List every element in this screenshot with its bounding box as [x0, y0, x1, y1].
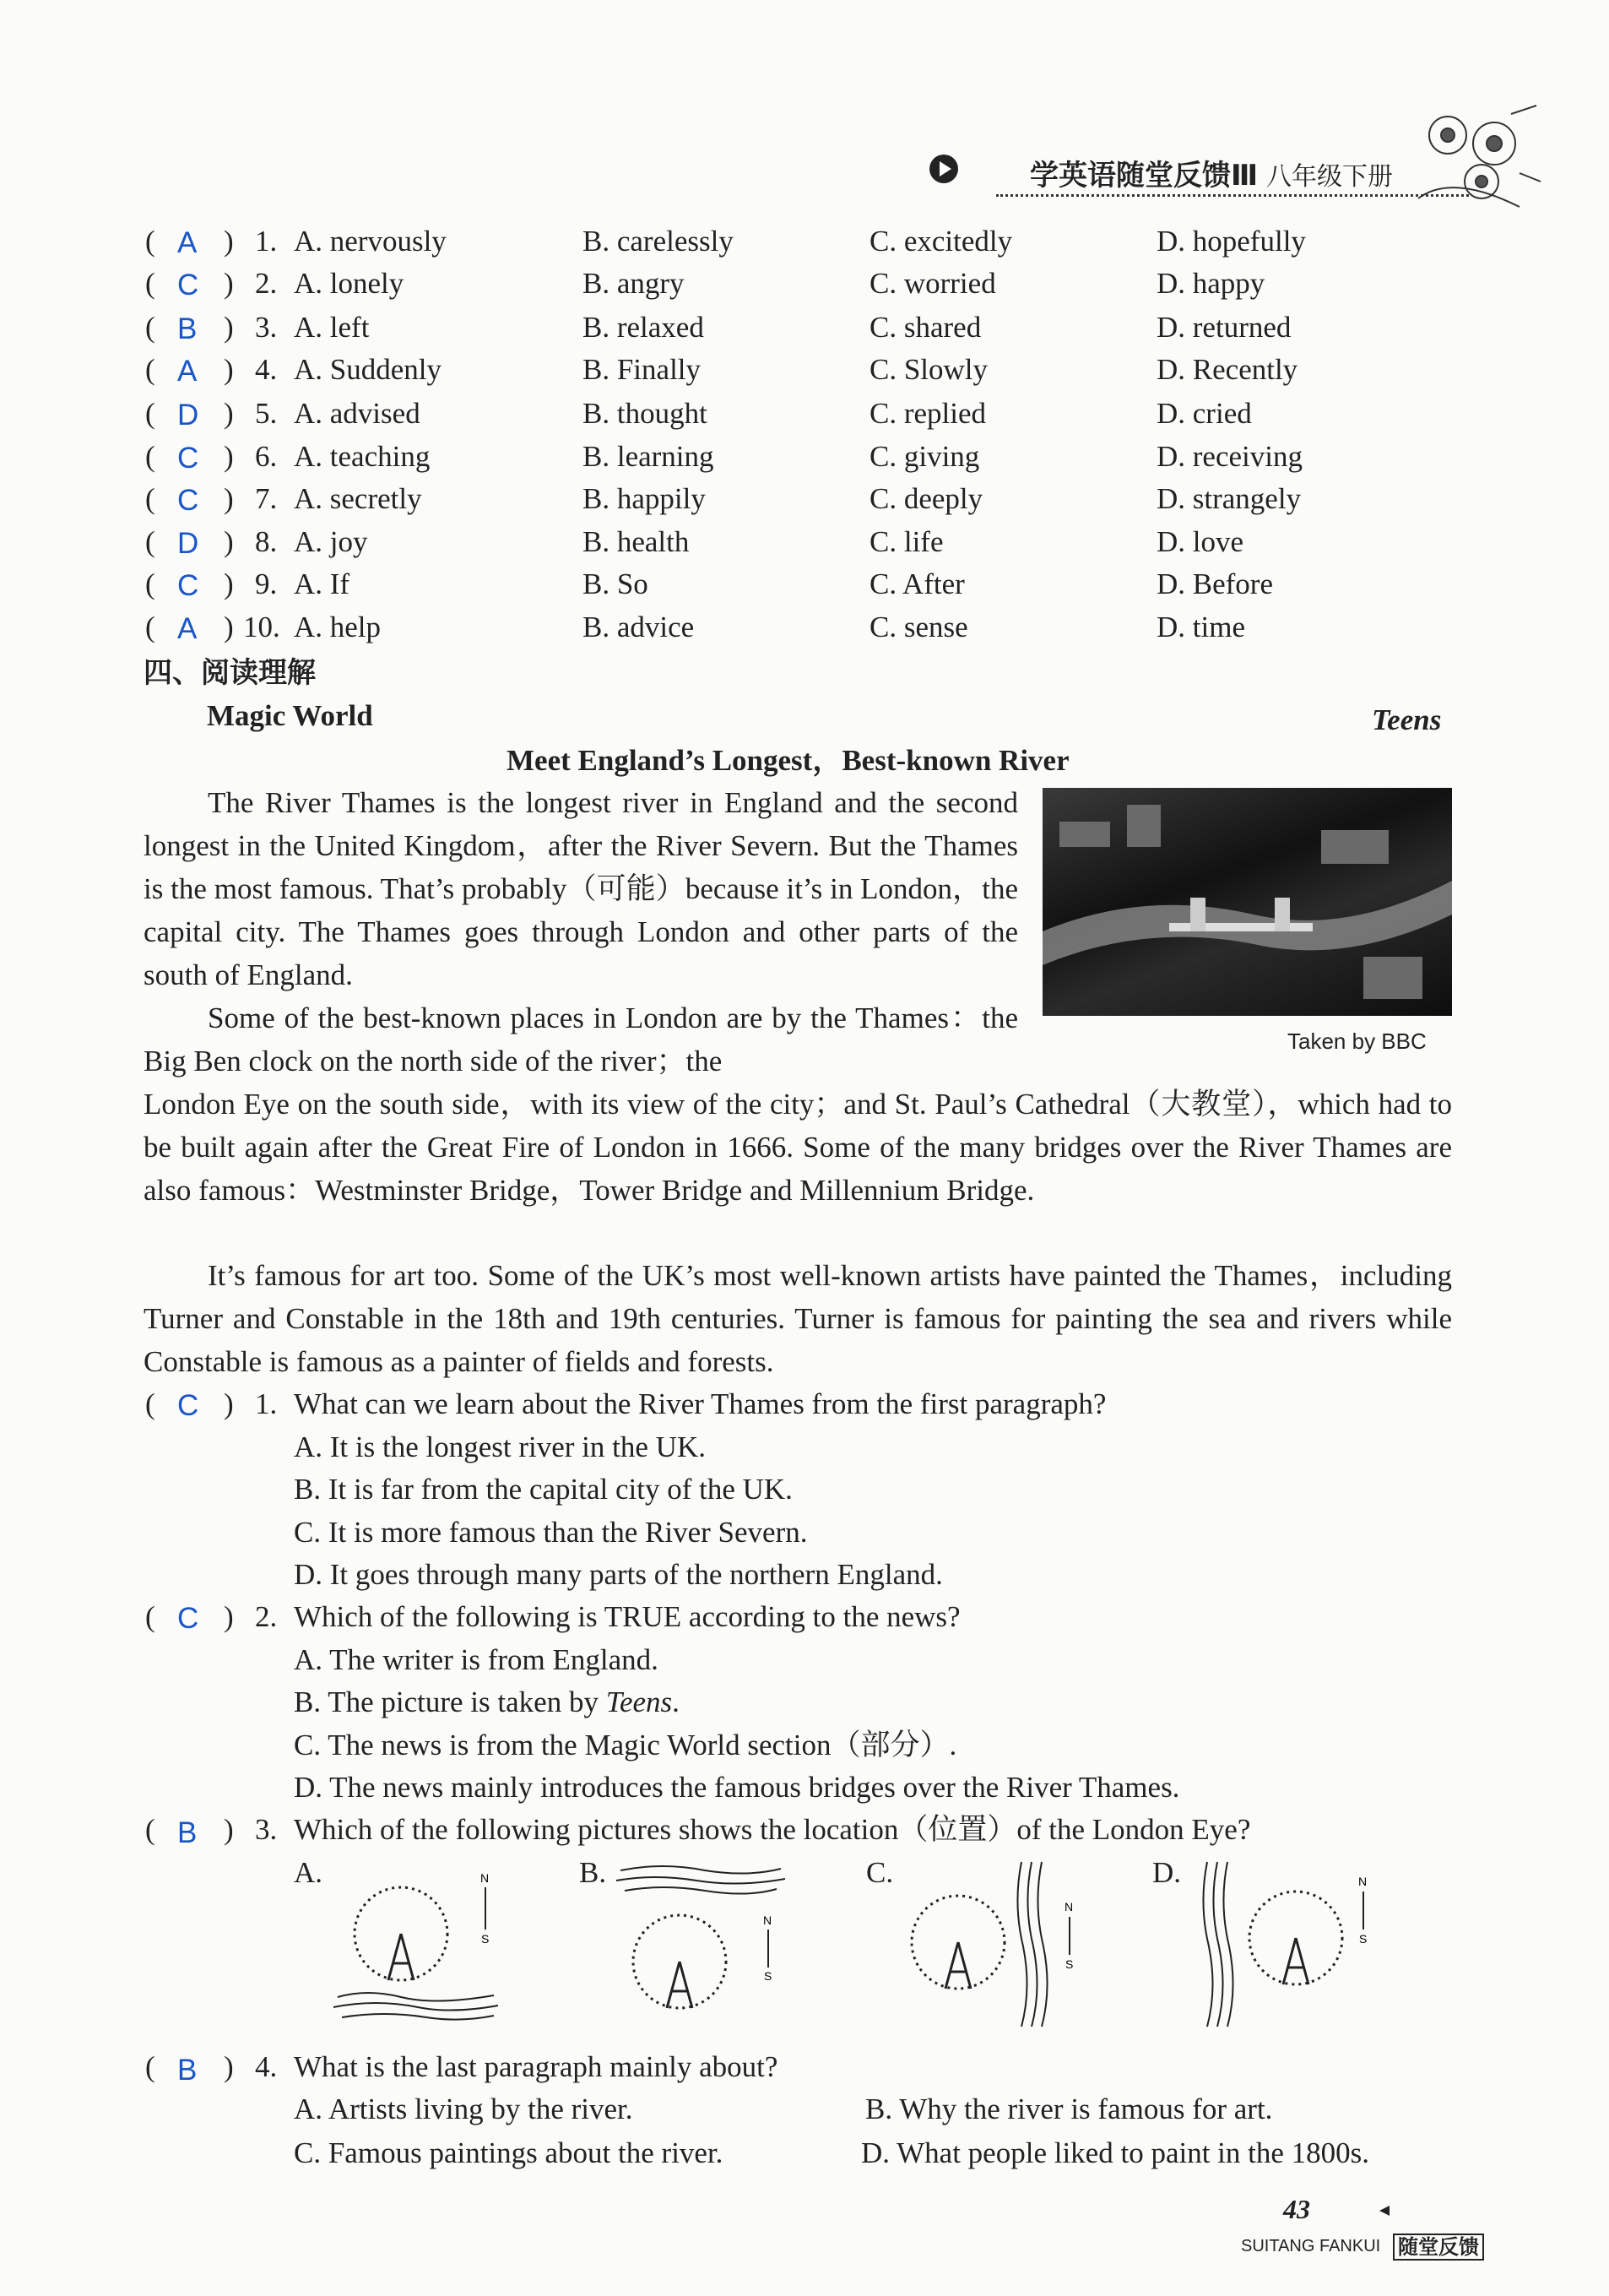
cloze-bracket-open: (: [145, 440, 155, 473]
cloze-bracket-close: ): [224, 440, 234, 473]
q4-answer: B: [177, 2054, 198, 2087]
footer-brand-latin: SUITANG FANKUI: [1241, 2237, 1381, 2255]
cloze-answer: C: [177, 269, 199, 301]
cloze-option-d: D. hopefully: [1157, 225, 1306, 258]
thames-photo: [1043, 788, 1452, 1016]
q3-stem: Which of the following pictures shows the location（位置）of the London Eye?: [294, 1813, 1251, 1846]
page-number: 43: [1283, 2194, 1310, 2224]
article-paragraph-2b: [144, 1083, 1452, 1212]
cloze-bracket-open: (: [145, 353, 155, 386]
q3-b-compass-s: S: [764, 1969, 772, 1983]
q2-option-d: D. The news mainly introduces the famous bridges over the River Thames.: [294, 1771, 1180, 1804]
cloze-option-a: A. left: [294, 311, 370, 344]
cloze-bracket-close: ): [224, 611, 234, 643]
cloze-option-b: B. Finally: [582, 353, 702, 386]
cloze-option-c: C. replied: [870, 397, 987, 430]
q3-answer: B: [177, 1816, 198, 1849]
cloze-option-b: B. advice: [582, 611, 695, 643]
article-title: Meet England’s Longest，Best-known River: [507, 744, 1070, 777]
header-dotted-rule: [996, 194, 1469, 197]
cloze-option-d: D. happy: [1157, 267, 1265, 300]
q3-bracket-open: (: [145, 1813, 155, 1846]
q4-number: 4.: [255, 2050, 278, 2083]
q3-picture-c: [895, 1854, 1089, 2031]
cloze-option-c: C. deeply: [870, 482, 983, 515]
cloze-number: 2.: [255, 267, 278, 300]
cloze-number: 9.: [255, 567, 278, 600]
q3-picture-b: [604, 1862, 798, 2022]
q2-number: 2.: [255, 1600, 278, 1633]
cloze-option-a: A. help: [294, 611, 382, 643]
cloze-option-c: C. Slowly: [870, 353, 989, 386]
play-icon: [929, 154, 959, 184]
q2-option-b-end: .: [672, 1685, 680, 1718]
q2-stem: Which of the following is TRUE according to the news?: [294, 1600, 961, 1633]
cloze-number: 5.: [255, 397, 278, 430]
q3-b-compass-n: N: [763, 1913, 772, 1927]
cloze-bracket-open: (: [145, 397, 155, 430]
q3-picture-d: [1199, 1854, 1384, 2031]
cloze-option-a: A. lonely: [294, 267, 404, 300]
cloze-option-d: D. receiving: [1157, 440, 1303, 473]
cloze-answer: D: [177, 399, 199, 432]
cloze-bracket-close: ): [224, 225, 234, 258]
q1-bracket-close: ): [224, 1387, 234, 1420]
photo-caption: Taken by BBC: [1287, 1029, 1427, 1054]
q2-option-b: [294, 1687, 680, 1717]
thames-photo-image: [1043, 788, 1452, 1016]
cloze-option-b: B. thought: [582, 397, 707, 430]
cloze-bracket-close: ): [224, 525, 234, 558]
cloze-bracket-open: (: [145, 567, 155, 600]
q2-option-a: A. The writer is from England.: [294, 1643, 658, 1676]
q1-answer: C: [177, 1389, 199, 1422]
cloze-option-c: C. After: [870, 567, 965, 600]
header-subtitle: 八年级下册: [1266, 162, 1393, 192]
cloze-option-b: B. carelessly: [582, 225, 734, 258]
q4-option-a: A. Artists living by the river.: [294, 2092, 633, 2125]
cloze-answer: A: [177, 612, 198, 645]
cloze-option-b: B. learning: [582, 440, 714, 473]
q2-answer: C: [177, 1602, 199, 1635]
cloze-bracket-open: (: [145, 611, 155, 643]
cloze-option-a: A. secretly: [294, 482, 422, 515]
cloze-option-c: C. life: [870, 525, 944, 558]
column-name: Magic World: [207, 699, 373, 732]
source-name: Teens: [1372, 703, 1442, 736]
q4-option-b: B. Why the river is famous for art.: [865, 2092, 1273, 2125]
cloze-bracket-close: ): [224, 397, 234, 430]
q3-option-a: A.: [294, 1856, 323, 1889]
cloze-answer: D: [177, 527, 199, 560]
cloze-number: 1.: [255, 225, 278, 258]
cloze-option-c: C. shared: [870, 311, 982, 344]
cloze-option-d: D. Before: [1157, 567, 1274, 600]
q3-picture-a: [325, 1862, 519, 2022]
cloze-bracket-open: (: [145, 225, 155, 258]
cloze-bracket-open: (: [145, 267, 155, 300]
q4-option-c: C. Famous paintings about the river.: [294, 2136, 723, 2169]
cloze-option-d: D. Recently: [1157, 353, 1298, 386]
q2-option-b-text: B. The picture is taken by: [294, 1685, 599, 1718]
paragraph-3-text: It’s famous for art too. Some of the UK’s most well-known artists have painted the Thames，including Turner and Constable in the 18th and 19th centuries. Turner is famous for painting the sea and rivers while Constable is famous as a painter of fields and forests.: [144, 1259, 1452, 1378]
cloze-option-d: D. strangely: [1157, 482, 1302, 515]
q3-option-b: B.: [579, 1856, 607, 1889]
article-paragraph-2a: [144, 996, 1018, 1083]
q1-bracket-open: (: [145, 1387, 155, 1420]
cloze-bracket-open: (: [145, 311, 155, 344]
cloze-bracket-close: ): [224, 482, 234, 515]
cloze-number: 3.: [255, 311, 278, 344]
q3-a-compass-n: N: [480, 1871, 490, 1885]
cloze-option-d: D. love: [1157, 525, 1244, 558]
q4-bracket-open: (: [145, 2050, 155, 2083]
cloze-option-b: B. health: [582, 525, 690, 558]
cloze-answer: B: [177, 312, 198, 345]
cloze-bracket-close: ): [224, 353, 234, 386]
cloze-answer: A: [177, 355, 198, 388]
cloze-number: 6.: [255, 440, 278, 473]
q2-option-b-italic: Teens: [605, 1685, 673, 1718]
cloze-option-a: A. teaching: [294, 440, 431, 473]
q3-option-c: C.: [866, 1856, 894, 1889]
cloze-option-c: C. excitedly: [870, 225, 1013, 258]
q4-bracket-close: ): [224, 2050, 234, 2083]
q3-number: 3.: [255, 1813, 278, 1846]
cloze-option-a: A. nervously: [294, 225, 447, 258]
cloze-option-c: C. giving: [870, 440, 980, 473]
article-paragraph-3: [144, 1254, 1452, 1383]
cloze-option-b: B. angry: [582, 267, 685, 300]
cloze-option-a: A. advised: [294, 397, 420, 430]
cloze-option-d: D. cried: [1157, 397, 1252, 430]
q1-option-a: A. It is the longest river in the UK.: [294, 1430, 706, 1463]
header-title: 学英语随堂反馈Ⅲ: [1030, 159, 1259, 193]
q1-option-d: D. It goes through many parts of the northern England.: [294, 1558, 943, 1591]
cloze-number: 8.: [255, 525, 278, 558]
article-paragraph-1: [144, 781, 1018, 996]
q3-option-d: D.: [1152, 1856, 1182, 1889]
q3-a-compass-s: S: [481, 1932, 490, 1946]
paragraph-2b-text: London Eye on the south side，with its view of the city；and St. Paul’s Cathedral（大教堂），which had to be built again after the Great Fire of London in 1666. Some of the many bridges over the River Thames are also famous：Westminster Bridge，Tower Bridge and Millennium Bridge.: [144, 1088, 1452, 1207]
q1-option-c: C. It is more famous than the River Severn.: [294, 1516, 808, 1549]
q4-option-d: D. What people liked to paint in the 1800s.: [861, 2136, 1370, 2169]
cloze-bracket-close: ): [224, 567, 234, 600]
arrow-left-icon: [1376, 2204, 1393, 2217]
cloze-number: 7.: [255, 482, 278, 515]
cloze-bracket-close: ): [224, 267, 234, 300]
cloze-option-b: B. happily: [582, 482, 706, 515]
q2-option-c: C. The news is from the Magic World section（部分）.: [294, 1729, 957, 1761]
q2-bracket-close: ): [224, 1600, 234, 1633]
q4-stem: What is the last paragraph mainly about?: [294, 2050, 778, 2083]
cloze-bracket-open: (: [145, 525, 155, 558]
cloze-option-a: A. If: [294, 567, 350, 600]
q3-d-compass-s: S: [1359, 1932, 1368, 1946]
cloze-number: 4.: [255, 353, 278, 386]
q3-d-compass-n: N: [1358, 1875, 1368, 1888]
cloze-option-c: C. sense: [870, 611, 968, 643]
cloze-option-a: A. joy: [294, 525, 368, 558]
cloze-bracket-close: ): [224, 311, 234, 344]
cloze-option-d: D. returned: [1157, 311, 1292, 344]
q3-bracket-close: ): [224, 1813, 234, 1846]
cloze-answer: A: [177, 226, 198, 259]
section-heading: 四、阅读理解: [144, 656, 316, 690]
cloze-option-d: D. time: [1157, 611, 1245, 643]
cloze-answer: C: [177, 442, 199, 475]
cloze-bracket-open: (: [145, 482, 155, 515]
cloze-option-b: B. relaxed: [582, 311, 704, 344]
q2-bracket-open: (: [145, 1600, 155, 1633]
footer-brand-cn: 随堂反馈: [1393, 2234, 1484, 2261]
cloze-answer: C: [177, 569, 199, 602]
q3-c-compass-s: S: [1065, 1957, 1074, 1971]
q1-stem: What can we learn about the River Thames from the first paragraph?: [294, 1387, 1107, 1420]
cloze-answer: C: [177, 484, 199, 517]
paragraph-1-text: The River Thames is the longest river in England and the second longest in the United Kingdom，after the River Severn. But the Thames is the most famous. That’s probably（可能）because it’s in London，the capital city. The Thames goes through London and other parts of the south of England.: [144, 786, 1018, 991]
q1-option-b: B. It is far from the capital city of the UK.: [294, 1473, 793, 1506]
paragraph-2a-text: Some of the best-known places in London are by the Thames：the Big Ben clock on the north side of the river；the: [144, 1001, 1018, 1077]
cloze-option-c: C. worried: [870, 267, 996, 300]
flower-decoration-icon: [1401, 97, 1545, 224]
q1-number: 1.: [255, 1387, 278, 1420]
q3-c-compass-n: N: [1065, 1900, 1074, 1913]
cloze-option-a: A. Suddenly: [294, 353, 442, 386]
cloze-option-b: B. So: [582, 567, 648, 600]
cloze-number: 10.: [243, 611, 280, 643]
